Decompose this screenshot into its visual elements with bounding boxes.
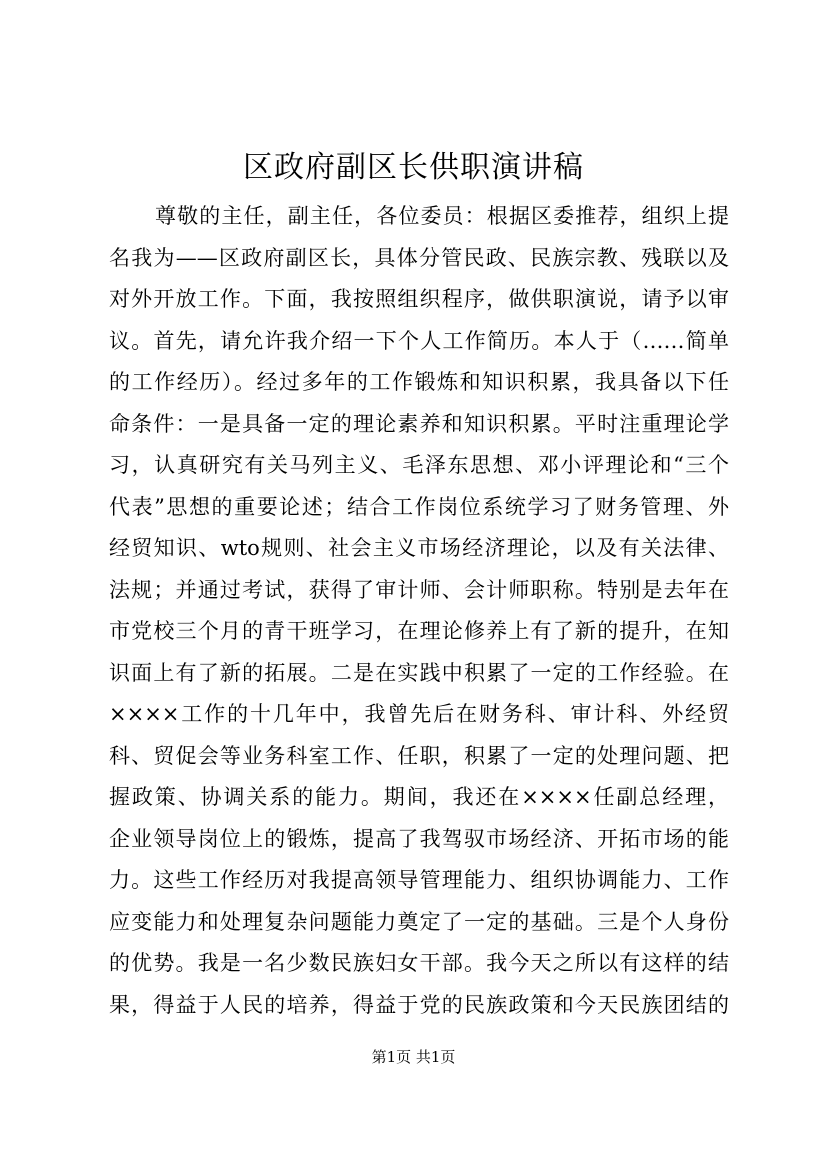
body-line: 握政策、协调关系的能力。期间，我还在××××任副总经理，: [109, 785, 729, 809]
body-line: 识面上有了新的拓展。二是在实践中积累了一定的工作经验。在: [109, 660, 729, 685]
body-line: 命条件：一是具备一定的理论素养和知识积累。平时注重理论学: [109, 411, 729, 436]
body-line: 果，得益于人民的培养，得益于党的民族政策和今天民族团结的: [109, 992, 729, 1017]
body-line: ××××工作的十几年中，我曾先后在财务科、审计科、外经贸: [109, 702, 729, 726]
body-line: 力。这些工作经历对我提高领导管理能力、组织协调能力、工作: [109, 868, 729, 892]
body-line: 对外开放工作。下面，我按照组织程序，做供职演说，请予以审: [109, 287, 729, 311]
body-line: 习，认真研究有关马列主义、毛泽东思想、邓小评理论和“三个: [109, 453, 729, 477]
document-title: 区政府副区长供职演讲稿: [243, 150, 584, 185]
body-line: 名我为——区政府副区长，具体分管民政、民族宗教、残联以及: [109, 245, 729, 270]
body-line: 企业领导岗位上的锻炼，提高了我驾驭市场经济、开拓市场的能: [109, 826, 729, 851]
body-line: 的工作经历）。经过多年的工作锻炼和知识积累，我具备以下任: [109, 370, 729, 394]
body-line: 经贸知识、wto规则、社会主义市场经济理论，以及有关法律、: [109, 536, 729, 560]
document-body: [109, 196, 729, 1026]
page-number-footer: 第1页 共1页: [371, 1048, 456, 1066]
body-line: 代表”思想的重要论述；结合工作岗位系统学习了财务管理、外: [109, 494, 729, 519]
body-line: 法规；并通过考试，获得了审计师、会计师职称。特别是去年在: [109, 577, 729, 602]
body-line: 市党校三个月的青干班学习，在理论修养上有了新的提升，在知: [109, 619, 729, 643]
body-line: 尊敬的主任，副主任，各位委员：根据区委推荐，组织上提: [155, 204, 729, 228]
body-line: 议。首先，请允许我介绍一下个人工作简历。本人于（……简单: [109, 328, 729, 353]
body-line: 的优势。我是一名少数民族妇女干部。我今天之所以有这样的结: [109, 951, 729, 975]
body-line: 科、贸促会等业务科室工作、任职，积累了一定的处理问题、把: [109, 743, 729, 768]
body-line: 应变能力和处理复杂问题能力奠定了一定的基础。三是个人身份: [109, 909, 729, 934]
